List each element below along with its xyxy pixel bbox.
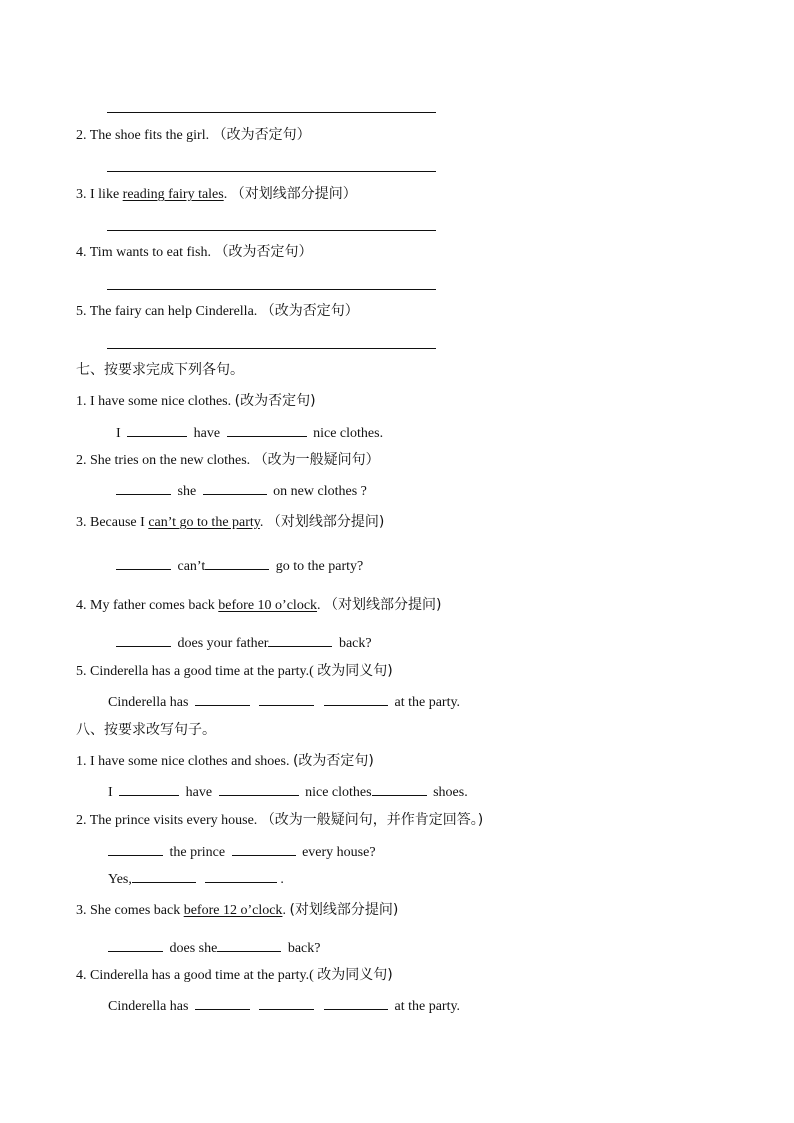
question-instruction: （对划线部分提问） — [230, 186, 357, 202]
answer-word: Cinderella has — [108, 999, 189, 1014]
question-7-3 — [76, 513, 384, 532]
answer-blank[interactable] — [116, 481, 171, 495]
answer-blank[interactable] — [108, 842, 163, 856]
answer-word: the prince — [169, 845, 226, 860]
underlined-phrase: before 12 o’clock — [183, 903, 283, 918]
question-6-5 — [76, 302, 359, 321]
question-instruction: （改为一般疑问句） — [253, 452, 380, 468]
question-6-2 — [76, 126, 311, 145]
answer-word: every house? — [302, 845, 376, 860]
question-text: 4. Tim wants to eat fish. — [76, 245, 215, 260]
question-instruction: (改为否定句) — [292, 753, 374, 769]
answer-word: she — [177, 484, 197, 499]
answer-line-6-5[interactable] — [107, 348, 436, 349]
answer-line-6-4[interactable] — [107, 289, 436, 290]
question-instruction: （改为否定句） — [212, 127, 311, 143]
reply-row-8-2 — [108, 869, 284, 889]
answer-blank[interactable] — [205, 869, 277, 883]
answer-line-6-2[interactable] — [107, 171, 436, 172]
answer-blank[interactable] — [232, 842, 296, 856]
answer-word: nice clothes — [305, 785, 372, 800]
question-text-end: . — [282, 903, 290, 918]
answer-blank[interactable] — [195, 692, 250, 706]
underlined-phrase: reading fairy tales — [122, 187, 224, 202]
question-instruction: (改为否定句) — [234, 393, 316, 409]
answer-word: Cinderella has — [108, 695, 189, 710]
answer-blank[interactable] — [195, 996, 250, 1010]
question-text-end: . — [259, 515, 267, 530]
answer-word: on new clothes ? — [273, 484, 367, 499]
answer-blank[interactable] — [372, 782, 427, 796]
underlined-phrase: can’t go to the party — [148, 515, 260, 530]
answer-row-7-5 — [108, 692, 460, 712]
answer-word: nice clothes. — [313, 426, 384, 441]
question-instruction: （对划线部分提问) — [266, 514, 385, 530]
question-instruction: （改为否定句） — [260, 303, 359, 319]
answer-word: have — [185, 785, 213, 800]
answer-row-8-3 — [108, 938, 320, 958]
question-6-3 — [76, 185, 357, 204]
question-8-2 — [76, 811, 483, 830]
answer-blank[interactable] — [217, 938, 281, 952]
answer-word: can’t — [177, 559, 206, 574]
answer-blank[interactable] — [324, 692, 388, 706]
question-text: 1. I have some nice clothes and shoes. — [76, 754, 293, 769]
answer-blank[interactable] — [259, 996, 314, 1010]
question-text: 2. The prince visits every house. — [76, 813, 261, 828]
question-instruction: （改为一般疑问句，并作肯定回答。) — [260, 812, 484, 828]
answer-blank[interactable] — [219, 782, 299, 796]
answer-line-6-1[interactable] — [107, 112, 436, 113]
answer-word: go to the party? — [275, 559, 364, 574]
answer-blank[interactable] — [127, 423, 187, 437]
question-7-5 — [76, 662, 393, 681]
answer-blank[interactable] — [227, 423, 307, 437]
question-text-end: . — [317, 598, 325, 613]
answer-word: back? — [338, 636, 372, 651]
answer-row-7-3 — [116, 556, 363, 576]
answer-row-8-1 — [108, 782, 468, 802]
question-8-4 — [76, 966, 393, 985]
answer-blank[interactable] — [203, 481, 267, 495]
underlined-phrase: before 10 o’clock — [218, 598, 318, 613]
answer-row-7-1 — [116, 423, 383, 443]
answer-word: I — [116, 426, 121, 441]
section-7-heading: 七、按要求完成下列各句。 — [76, 362, 244, 378]
question-7-1 — [76, 392, 316, 411]
question-instruction: 改为同义句) — [317, 967, 393, 983]
answer-blank[interactable] — [324, 996, 388, 1010]
answer-blank[interactable] — [259, 692, 314, 706]
answer-blank[interactable] — [119, 782, 179, 796]
section-8-heading: 八、按要求改写句子。 — [76, 722, 216, 738]
question-instruction: （对划线部分提问) — [324, 597, 442, 613]
question-7-4 — [76, 596, 442, 615]
question-7-2 — [76, 451, 380, 470]
answer-word: back? — [287, 941, 321, 956]
answer-blank[interactable] — [116, 556, 171, 570]
answer-word: shoes. — [433, 785, 468, 800]
answer-row-7-2 — [116, 481, 367, 501]
question-text: 1. I have some nice clothes. — [76, 394, 235, 409]
answer-word: does she — [169, 941, 218, 956]
answer-blank[interactable] — [205, 556, 269, 570]
answer-row-8-2 — [108, 842, 376, 862]
question-text: 2. She tries on the new clothes. — [76, 453, 254, 468]
answer-row-8-4 — [108, 996, 460, 1016]
question-instruction: (对划线部分提问) — [289, 902, 399, 918]
answer-line-6-3[interactable] — [107, 230, 436, 231]
question-text: 3. I like — [76, 187, 123, 202]
question-text: 5. The fairy can help Cinderella. — [76, 304, 261, 319]
answer-blank[interactable] — [108, 938, 163, 952]
question-6-4 — [76, 243, 312, 262]
question-instruction: （改为否定句） — [214, 244, 313, 260]
question-instruction: 改为同义句) — [317, 663, 393, 679]
question-text: 3. She comes back — [76, 903, 184, 918]
question-8-1 — [76, 752, 374, 771]
answer-word: Yes, — [108, 872, 132, 887]
answer-word: I — [108, 785, 113, 800]
question-text: 3. Because I — [76, 515, 149, 530]
question-text: 2. The shoe fits the girl. — [76, 128, 213, 143]
answer-word: at the party. — [394, 999, 461, 1014]
answer-row-7-4 — [116, 633, 372, 653]
answer-word: . — [280, 872, 284, 887]
question-text-end: . — [223, 187, 231, 202]
question-8-3 — [76, 901, 398, 920]
answer-blank[interactable] — [116, 633, 171, 647]
question-text: 5. Cinderella has a good time at the party.( — [76, 664, 318, 679]
question-text: 4. My father comes back — [76, 598, 219, 613]
answer-word: have — [193, 426, 221, 441]
answer-blank[interactable] — [268, 633, 332, 647]
answer-word: at the party. — [394, 695, 461, 710]
question-text: 4. Cinderella has a good time at the party.( — [76, 968, 318, 983]
answer-word: does your father — [177, 636, 269, 651]
answer-blank[interactable] — [132, 869, 196, 883]
